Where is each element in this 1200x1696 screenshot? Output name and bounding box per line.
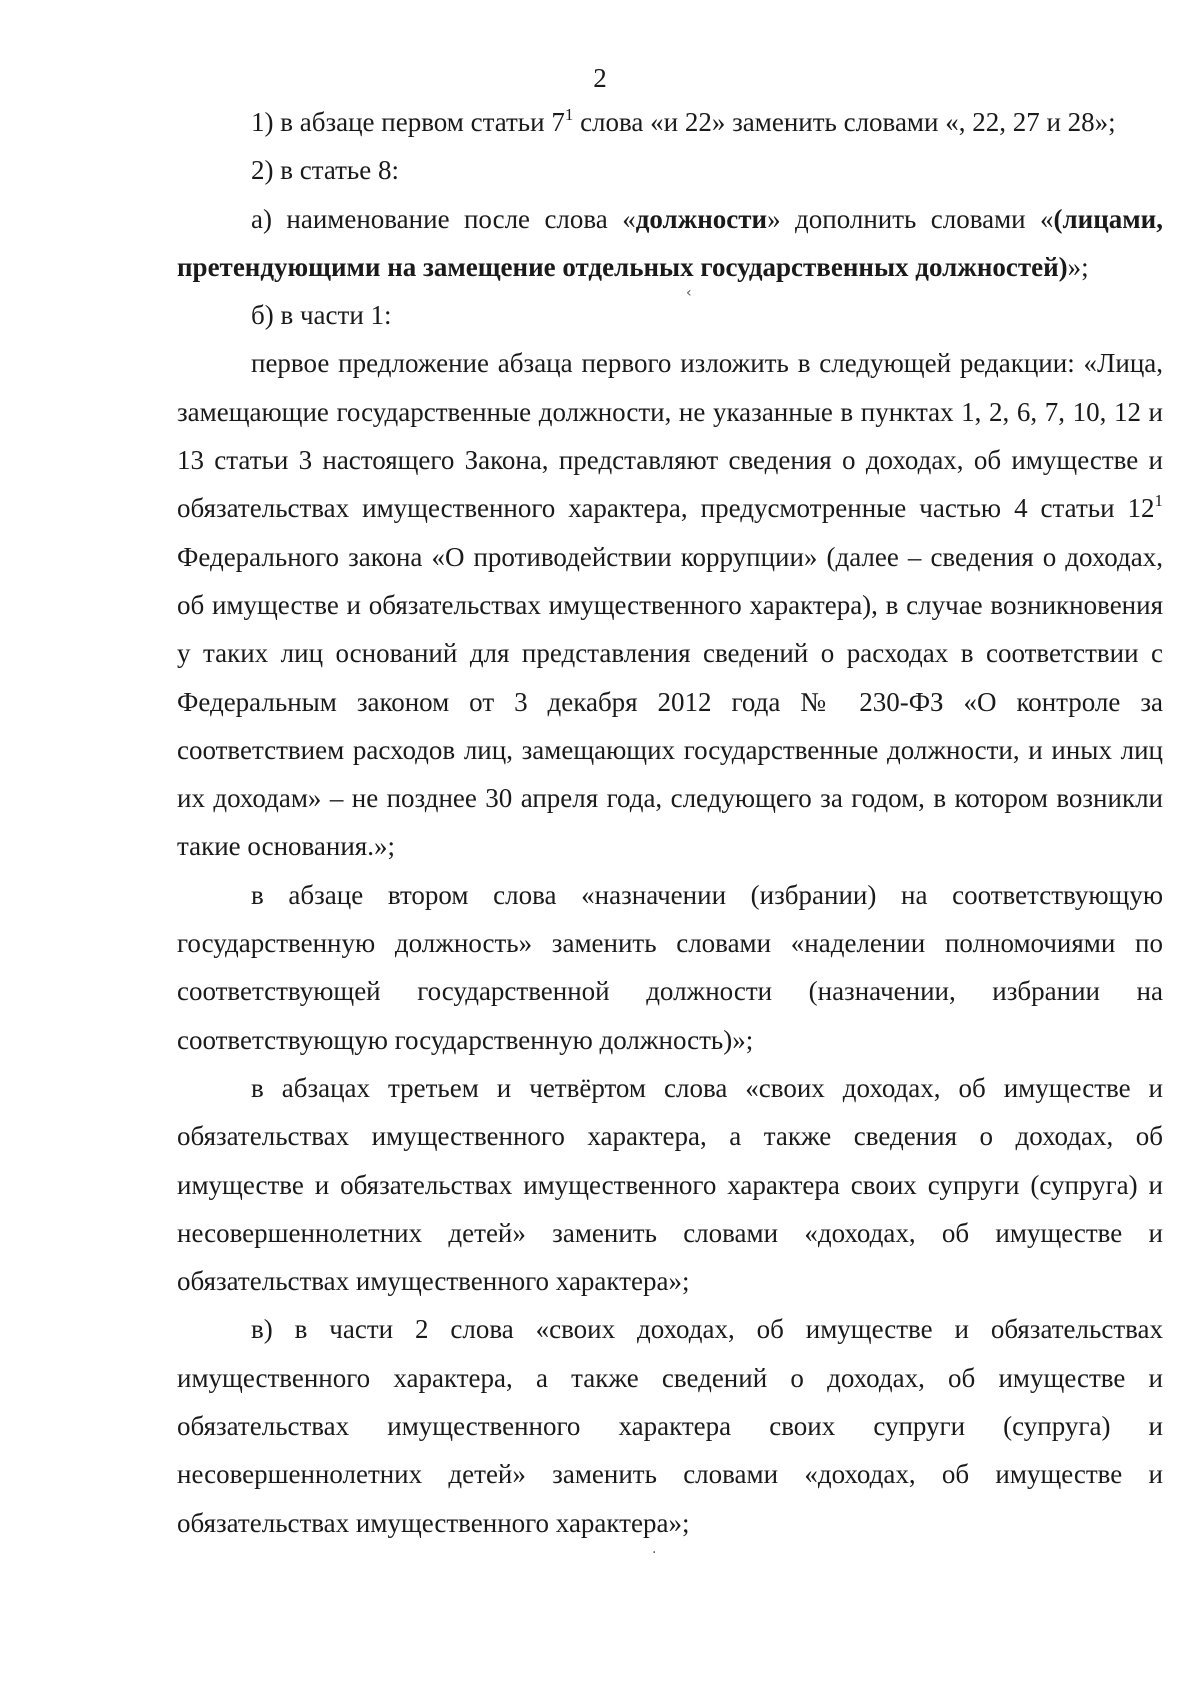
paragraph-text: 1) в абзаце первом статьи 7 (251, 107, 565, 137)
document-body (177, 98, 1163, 1547)
paragraph-item-2b: б) в части 1: (251, 300, 392, 331)
paragraph-item-2v: в) в части 2 слова «своих доходах, об имуществе и обязательствах имущественного характера, а также сведений о доходах, об имуществе и обязательствах имущественного характера своих супруги (супруга) и несовершеннолетних детей» заменить словами «доходах, об имуществе и обязательствах имущественного характера»; (177, 1314, 1163, 1538)
paragraph-item-2a (177, 195, 1163, 292)
page-number: 2 (593, 63, 607, 93)
paragraph-text: » дополнить словами « (767, 203, 1054, 234)
bold-text: должности (635, 203, 768, 234)
paragraph-item-2: 2) в статье 8: (251, 155, 399, 186)
superscript: 1 (564, 105, 574, 124)
paragraph-text: »; (1067, 251, 1089, 282)
paragraph-second-abzac: в абзаце втором слова «назначении (избрании) на соответствующую государственную должность» заменить словами «наделении полномочиями по соответствующей государственной должности (назначении, избрании на соответствующую государственную должность)»; (177, 879, 1163, 1055)
paragraph-text: слова «и 22» заменить словами «, 22, 27 и 28»; (573, 107, 1116, 137)
scan-artifact-mark: ‹ (686, 285, 692, 301)
superscript: 1 (1154, 491, 1163, 511)
paragraph-item-1 (177, 98, 1163, 146)
paragraph-first-sentence (177, 339, 1163, 870)
paragraph-text: Федерального закона «О противодействии коррупции» (далее – сведения о доходах, об имуществе и обязательствах имущественного характера), в случае возникновения у таких лиц оснований для представления сведений о расходах в соответствии с Федеральным законом от 3 декабря 2012 года № 230-ФЗ «О контроле за соответствием расходов лиц, замещающих государственные должности, и иных лиц их доходам» – не позднее 30 апреля года, следующего за годом, в котором возникли такие основания.»; (177, 541, 1163, 862)
bold-text: (лицами, претендующими на замещение отдельных государственных должностей) (177, 203, 1163, 282)
paragraph-third-fourth-abzac: в абзацах третьем и четвёртом слова «своих доходах, об имуществе и обязательствах имущественного характера, а также сведения о доходах, об имуществе и обязательствах имущественного характера своих супруги (супруга) и несовершеннолетних детей» заменить словами «доходах, об имуществе и обязательствах имущественного характера»; (177, 1072, 1163, 1297)
paragraph-text: первое предложение абзаца первого изложить в следующей редакции: «Лица, замещающие государственные должности, не указанные в пунктах 1, 2, 6, 7, 10, 12 и 13 статьи 3 настоящего Закона, представляют сведения о доходах, об имуществе и обязательствах имущественного характера, предусмотренные частью 4 статьи 12 (177, 348, 1163, 524)
paragraph-text: а) наименование после слова « (251, 203, 636, 234)
scan-artifact-dot: · (652, 1545, 657, 1561)
